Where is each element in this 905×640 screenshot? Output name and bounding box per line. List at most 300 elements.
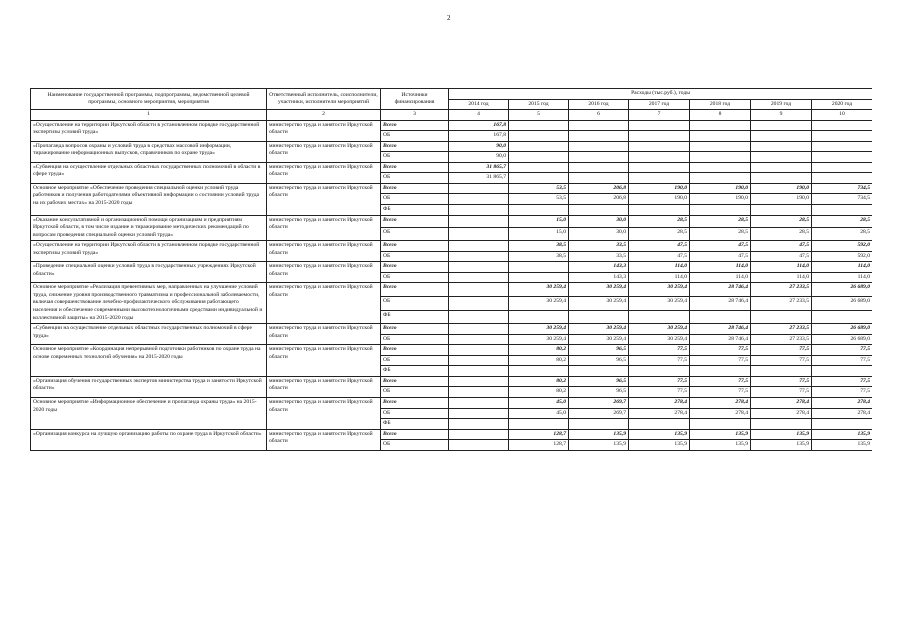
amount-cell: 28 746,4 — [690, 324, 751, 335]
amount-cell — [449, 324, 509, 335]
amount-cell: 26 689,0 — [812, 296, 873, 310]
amount-cell: 30 259,4 — [569, 334, 629, 345]
executor-cell: министерство труда и занятости Иркутской области — [267, 120, 381, 141]
funding-source-cell: ФБ — [381, 310, 449, 324]
amount-cell — [569, 120, 629, 131]
amount-cell: 77,5 — [812, 387, 873, 398]
amount-cell: 135,9 — [569, 429, 629, 440]
funding-source-cell: ОБ — [381, 152, 449, 163]
amount-cell: 278,4 — [690, 397, 751, 408]
amount-cell: 77,5 — [751, 376, 812, 387]
amount-cell: 28,5 — [751, 228, 812, 241]
amount-cell — [509, 419, 569, 430]
amount-cell: 30 259,4 — [629, 334, 690, 345]
amount-cell: 27 233,5 — [751, 324, 812, 335]
amount-cell — [449, 355, 509, 366]
amount-cell: 128,7 — [509, 440, 569, 451]
executor-cell: министерство труда и занятости Иркутской области — [267, 241, 381, 262]
amount-cell: 77,5 — [690, 355, 751, 366]
amount-cell: 30 259,4 — [569, 283, 629, 297]
executor-cell: министерство труда и занятости Иркутской области — [267, 345, 381, 377]
amount-cell: 28,5 — [629, 215, 690, 228]
amount-cell — [569, 366, 629, 377]
amount-cell — [751, 173, 812, 184]
amount-cell: 190,0 — [751, 183, 812, 194]
amount-cell — [449, 419, 509, 430]
amount-cell: 114,0 — [812, 262, 873, 273]
amount-cell: 30 259,4 — [569, 296, 629, 310]
amount-cell — [629, 419, 690, 430]
amount-cell — [509, 131, 569, 142]
amount-cell: 28 746,4 — [690, 283, 751, 297]
amount-cell — [812, 173, 873, 184]
amount-cell — [751, 162, 812, 173]
amount-cell — [751, 152, 812, 163]
amount-cell — [629, 173, 690, 184]
executor-cell: министерство труда и занятости Иркутской области — [267, 162, 381, 183]
amount-cell — [569, 131, 629, 142]
funding-source-cell: ОБ — [381, 173, 449, 184]
amount-cell: 278,4 — [629, 397, 690, 408]
activity-name: «Субвенция на осуществление отдельных областных государственных полномочий в области в сфере труда» — [31, 162, 267, 183]
amount-cell — [509, 272, 569, 283]
amount-cell — [449, 296, 509, 310]
amount-cell: 28 746,4 — [690, 296, 751, 310]
amount-cell: 278,4 — [629, 408, 690, 419]
column-number: 10 — [812, 110, 873, 121]
amount-cell — [812, 310, 873, 324]
amount-cell — [629, 310, 690, 324]
funding-source-cell: ФБ — [381, 419, 449, 430]
amount-cell — [629, 366, 690, 377]
amount-cell — [509, 262, 569, 273]
amount-cell — [509, 120, 569, 131]
amount-cell — [812, 366, 873, 377]
executor-cell: министерство труда и занятости Иркутской области — [267, 262, 381, 283]
header-year: 2020 год — [812, 99, 873, 110]
table-row — [31, 429, 873, 440]
amount-cell: 15,0 — [509, 228, 569, 241]
amount-cell: 27 233,5 — [751, 296, 812, 310]
header-year: 2016 год — [569, 99, 629, 110]
amount-cell: 269,7 — [569, 408, 629, 419]
amount-cell: 190,0 — [751, 194, 812, 205]
amount-cell: 33,5 — [569, 241, 629, 252]
funding-source-cell: Всего — [381, 120, 449, 131]
amount-cell: 278,4 — [690, 408, 751, 419]
table-body — [31, 120, 873, 450]
amount-cell: 77,5 — [629, 345, 690, 356]
amount-cell — [449, 241, 509, 252]
amount-cell: 31 865,7 — [449, 162, 509, 173]
amount-cell: 80,2 — [509, 376, 569, 387]
funding-source-cell: ОБ — [381, 355, 449, 366]
amount-cell: 135,9 — [629, 429, 690, 440]
amount-cell: 28,5 — [690, 215, 751, 228]
amount-cell: 135,9 — [690, 429, 751, 440]
amount-cell: 135,9 — [569, 440, 629, 451]
amount-cell — [690, 366, 751, 377]
amount-cell: 15,0 — [509, 215, 569, 228]
column-numbers-row — [31, 110, 873, 121]
funding-source-cell: ОБ — [381, 334, 449, 345]
amount-cell: 77,5 — [751, 345, 812, 356]
column-number: 6 — [569, 110, 629, 121]
amount-cell — [449, 387, 509, 398]
funding-source-cell: ОБ — [381, 251, 449, 262]
funding-source-cell: ОБ — [381, 228, 449, 241]
column-number: 9 — [751, 110, 812, 121]
amount-cell — [509, 162, 569, 173]
amount-cell — [569, 419, 629, 430]
amount-cell — [509, 152, 569, 163]
funding-source-cell: Всего — [381, 162, 449, 173]
funding-source-cell: ОБ — [381, 408, 449, 419]
amount-cell — [812, 419, 873, 430]
amount-cell — [449, 345, 509, 356]
amount-cell: 31 865,7 — [449, 173, 509, 184]
table-row — [31, 162, 873, 173]
amount-cell: 26 689,0 — [812, 324, 873, 335]
budget-table-sheet — [30, 88, 872, 640]
amount-cell: 80,2 — [509, 345, 569, 356]
column-number: 3 — [381, 110, 449, 121]
amount-cell — [690, 162, 751, 173]
amount-cell: 278,4 — [812, 397, 873, 408]
header-year: 2017 год — [629, 99, 690, 110]
amount-cell — [751, 310, 812, 324]
amount-cell — [449, 376, 509, 387]
amount-cell: 47,5 — [751, 251, 812, 262]
amount-cell — [812, 162, 873, 173]
page-number: 2 — [447, 14, 451, 22]
funding-source-cell: Всего — [381, 397, 449, 408]
amount-cell: 30 259,4 — [629, 324, 690, 335]
table-row — [31, 345, 873, 356]
column-number: 7 — [629, 110, 690, 121]
executor-cell: министерство труда и занятости Иркутской области — [267, 429, 381, 450]
amount-cell: 135,9 — [629, 440, 690, 451]
amount-cell — [690, 120, 751, 131]
header-source: Источники финансирования — [381, 89, 449, 110]
amount-cell: 47,5 — [751, 241, 812, 252]
executor-cell: министерство труда и занятости Иркутской области — [267, 397, 381, 429]
funding-source-cell: Всего — [381, 345, 449, 356]
activity-name: «Осуществление на территории Иркутской области в установленном порядке государственной экспертизы условий труда» — [31, 241, 267, 262]
amount-cell: 114,0 — [751, 262, 812, 273]
amount-cell: 269,7 — [569, 397, 629, 408]
amount-cell — [690, 141, 751, 152]
table-row — [31, 183, 873, 194]
amount-cell — [449, 262, 509, 273]
amount-cell — [812, 205, 873, 216]
amount-cell — [569, 152, 629, 163]
table-row — [31, 283, 873, 297]
amount-cell — [449, 228, 509, 241]
amount-cell — [690, 131, 751, 142]
amount-cell — [812, 131, 873, 142]
amount-cell: 96,5 — [569, 355, 629, 366]
amount-cell: 114,0 — [690, 262, 751, 273]
amount-cell: 143,3 — [569, 272, 629, 283]
table-row — [31, 376, 873, 387]
amount-cell — [569, 310, 629, 324]
activity-name: Основное мероприятие «Обеспечение проведения специальной оценки условий труда работников и получения работодателями объективной информации о состоянии условий труда на их рабочих местах» на 2015-2020 годы — [31, 183, 267, 215]
amount-cell — [751, 120, 812, 131]
amount-cell: 734,5 — [812, 183, 873, 194]
activity-name: «Организация конкурса на лучшую организацию работы по охране труда в Иркутской области» — [31, 429, 267, 450]
amount-cell: 77,5 — [690, 376, 751, 387]
amount-cell: 47,5 — [690, 251, 751, 262]
amount-cell — [812, 152, 873, 163]
amount-cell — [449, 205, 509, 216]
activity-name: Основное мероприятие «Координация непрерывной подготовки работников по охране труда на основе современных технологий обучения» на 2015-2020 годы — [31, 345, 267, 377]
amount-cell: 77,5 — [751, 387, 812, 398]
amount-cell — [449, 215, 509, 228]
amount-cell — [449, 366, 509, 377]
amount-cell — [449, 310, 509, 324]
amount-cell — [449, 194, 509, 205]
funding-source-cell: Всего — [381, 283, 449, 297]
amount-cell: 77,5 — [690, 387, 751, 398]
amount-cell — [629, 120, 690, 131]
amount-cell: 47,5 — [690, 241, 751, 252]
amount-cell — [629, 131, 690, 142]
amount-cell: 77,5 — [629, 355, 690, 366]
amount-cell: 45,0 — [509, 397, 569, 408]
activity-name: «Субвенции на осуществление отдельных областных государственных полномочий в сфере труда» — [31, 324, 267, 345]
funding-source-cell: Всего — [381, 429, 449, 440]
activity-name: Основное мероприятие «Реализация превентивных мер, направленных на улучшение условий труда, снижение уровня производственного травматизма и профессиональной заболеваемости, включая совершенствование лечебно-профилактического обслуживания работающего населения и обеспечение современными высокотехнологичными средствами индивидуальной и коллективной защиты» на 2015-2020 годы — [31, 283, 267, 324]
table-row — [31, 262, 873, 273]
amount-cell: 28,5 — [690, 228, 751, 241]
amount-cell: 30,0 — [569, 215, 629, 228]
amount-cell — [690, 419, 751, 430]
table-row — [31, 120, 873, 131]
amount-cell: 592,0 — [812, 241, 873, 252]
amount-cell — [629, 152, 690, 163]
amount-cell: 77,5 — [812, 355, 873, 366]
amount-cell: 278,4 — [812, 408, 873, 419]
amount-cell: 96,5 — [569, 376, 629, 387]
amount-cell — [751, 205, 812, 216]
amount-cell: 27 233,5 — [751, 283, 812, 297]
amount-cell — [629, 141, 690, 152]
amount-cell: 77,5 — [690, 345, 751, 356]
amount-cell: 135,9 — [812, 429, 873, 440]
funding-source-cell: Всего — [381, 262, 449, 273]
table-row — [31, 141, 873, 152]
amount-cell: 190,0 — [629, 183, 690, 194]
amount-cell: 96,5 — [569, 387, 629, 398]
amount-cell — [509, 173, 569, 184]
header-name: Наименование государственной программы, подпрограммы, ведомственной целевой программы, основного мероприятия, мероприятия — [31, 89, 267, 110]
column-number: 5 — [509, 110, 569, 121]
amount-cell — [629, 205, 690, 216]
amount-cell: 53,5 — [509, 194, 569, 205]
amount-cell: 30 259,4 — [509, 296, 569, 310]
amount-cell — [449, 251, 509, 262]
amount-cell — [449, 334, 509, 345]
amount-cell: 143,3 — [569, 262, 629, 273]
amount-cell: 47,5 — [629, 251, 690, 262]
amount-cell: 77,5 — [751, 355, 812, 366]
column-number: 4 — [449, 110, 509, 121]
funding-source-cell: ОБ — [381, 440, 449, 451]
table-row — [31, 241, 873, 252]
amount-cell — [751, 141, 812, 152]
activity-name: «Организация обучения государственных экспертов министерства труда и занятости Иркутской области» — [31, 376, 267, 397]
amount-cell: 114,0 — [629, 272, 690, 283]
amount-cell: 90,0 — [449, 141, 509, 152]
amount-cell — [509, 310, 569, 324]
amount-cell: 47,5 — [629, 241, 690, 252]
amount-cell — [509, 141, 569, 152]
amount-cell: 206,8 — [569, 194, 629, 205]
amount-cell: 45,0 — [509, 408, 569, 419]
amount-cell — [690, 205, 751, 216]
funding-source-cell: ОБ — [381, 272, 449, 283]
amount-cell: 77,5 — [629, 376, 690, 387]
amount-cell: 30 259,4 — [629, 283, 690, 297]
funding-source-cell: ФБ — [381, 205, 449, 216]
amount-cell: 135,9 — [751, 440, 812, 451]
amount-cell — [569, 205, 629, 216]
table-row — [31, 397, 873, 408]
activity-name: Основное мероприятие «Информационное обеспечение и пропаганда охраны труда» на 2015-2020 годы — [31, 397, 267, 429]
amount-cell: 38,5 — [509, 241, 569, 252]
amount-cell: 128,7 — [509, 429, 569, 440]
header-executor: Ответственный исполнитель, соисполнители, участники, исполнители мероприятий — [267, 89, 381, 110]
amount-cell: 28,5 — [812, 215, 873, 228]
header-year: 2019 год — [751, 99, 812, 110]
amount-cell: 114,0 — [690, 272, 751, 283]
amount-cell: 135,9 — [690, 440, 751, 451]
amount-cell: 167,8 — [449, 131, 509, 142]
amount-cell: 135,9 — [751, 429, 812, 440]
column-number: 1 — [31, 110, 267, 121]
amount-cell — [751, 419, 812, 430]
amount-cell: 28,5 — [751, 215, 812, 228]
amount-cell: 30 259,4 — [569, 324, 629, 335]
amount-cell — [449, 440, 509, 451]
amount-cell: 77,5 — [812, 376, 873, 387]
amount-cell: 30,0 — [569, 228, 629, 241]
amount-cell: 190,0 — [690, 194, 751, 205]
funding-source-cell: ОБ — [381, 296, 449, 310]
funding-source-cell: Всего — [381, 141, 449, 152]
amount-cell — [569, 162, 629, 173]
amount-cell: 190,0 — [629, 194, 690, 205]
amount-cell: 53,5 — [509, 183, 569, 194]
amount-cell: 278,4 — [751, 397, 812, 408]
amount-cell — [690, 173, 751, 184]
amount-cell — [449, 283, 509, 297]
amount-cell: 114,0 — [629, 262, 690, 273]
amount-cell: 30 259,4 — [509, 324, 569, 335]
amount-cell: 77,5 — [812, 345, 873, 356]
amount-cell: 90,0 — [449, 152, 509, 163]
amount-cell: 26 689,0 — [812, 283, 873, 297]
amount-cell — [751, 366, 812, 377]
amount-cell: 30 259,4 — [509, 283, 569, 297]
amount-cell — [812, 120, 873, 131]
executor-cell: министерство труда и занятости Иркутской области — [267, 183, 381, 215]
amount-cell — [629, 162, 690, 173]
executor-cell: министерство труда и занятости Иркутской области — [267, 141, 381, 162]
funding-source-cell: Всего — [381, 324, 449, 335]
funding-source-cell: Всего — [381, 183, 449, 194]
amount-cell: 77,5 — [629, 387, 690, 398]
funding-source-cell: ФБ — [381, 366, 449, 377]
activity-name: «Осуществление на территории Иркутской области в установленном порядке государственной экспертизы условий труда» — [31, 120, 267, 141]
amount-cell: 592,0 — [812, 251, 873, 262]
activity-name: «Пропаганда вопросов охраны и условий труда в средствах массовой информации, тиражирование информационных выпусков, справочников по охране труда» — [31, 141, 267, 162]
amount-cell — [509, 366, 569, 377]
executor-cell: министерство труда и занятости Иркутской области — [267, 324, 381, 345]
amount-cell: 28,5 — [629, 228, 690, 241]
amount-cell — [812, 141, 873, 152]
funding-source-cell: Всего — [381, 376, 449, 387]
amount-cell: 30 259,4 — [509, 334, 569, 345]
amount-cell: 80,2 — [509, 387, 569, 398]
activity-name: «Проведение специальной оценки условий труда в государственных учреждениях Иркутской области» — [31, 262, 267, 283]
amount-cell — [690, 152, 751, 163]
header-year: 2015 год — [509, 99, 569, 110]
executor-cell: министерство труда и занятости Иркутской области — [267, 283, 381, 324]
amount-cell: 167,8 — [449, 120, 509, 131]
amount-cell — [449, 272, 509, 283]
activity-name: «Оказание консультативной и организационной помощи организациям и предприятиям Иркутской области, в том числе издание и тиражирование методических рекомендаций по вопросам проведения специальной оценки условий труда» — [31, 215, 267, 241]
funding-source-cell: ОБ — [381, 131, 449, 142]
table-row — [31, 215, 873, 228]
amount-cell: 734,5 — [812, 194, 873, 205]
amount-cell: 80,2 — [509, 355, 569, 366]
amount-cell: 30 259,4 — [629, 296, 690, 310]
amount-cell — [569, 173, 629, 184]
amount-cell: 27 233,5 — [751, 334, 812, 345]
funding-source-cell: ОБ — [381, 194, 449, 205]
amount-cell — [690, 310, 751, 324]
funding-source-cell: Всего — [381, 241, 449, 252]
amount-cell: 96,5 — [569, 345, 629, 356]
amount-cell — [449, 408, 509, 419]
funding-source-cell: Всего — [381, 215, 449, 228]
funding-source-cell: ОБ — [381, 387, 449, 398]
amount-cell — [449, 397, 509, 408]
amount-cell — [569, 141, 629, 152]
header-expenses: Расходы (тыс.руб.), годы — [449, 89, 873, 100]
executor-cell: министерство труда и занятости Иркутской области — [267, 215, 381, 241]
table-row — [31, 324, 873, 335]
budget-table — [30, 88, 872, 451]
amount-cell: 135,9 — [812, 440, 873, 451]
amount-cell: 28,5 — [812, 228, 873, 241]
amount-cell: 26 689,0 — [812, 334, 873, 345]
amount-cell: 114,0 — [751, 272, 812, 283]
amount-cell: 114,0 — [812, 272, 873, 283]
amount-cell: 278,4 — [751, 408, 812, 419]
executor-cell: министерство труда и занятости Иркутской области — [267, 376, 381, 397]
amount-cell — [751, 131, 812, 142]
amount-cell: 38,5 — [509, 251, 569, 262]
amount-cell: 33,5 — [569, 251, 629, 262]
amount-cell — [509, 205, 569, 216]
amount-cell: 28 746,4 — [690, 334, 751, 345]
amount-cell: 190,0 — [690, 183, 751, 194]
column-number: 2 — [267, 110, 381, 121]
header-year: 2018 год — [690, 99, 751, 110]
